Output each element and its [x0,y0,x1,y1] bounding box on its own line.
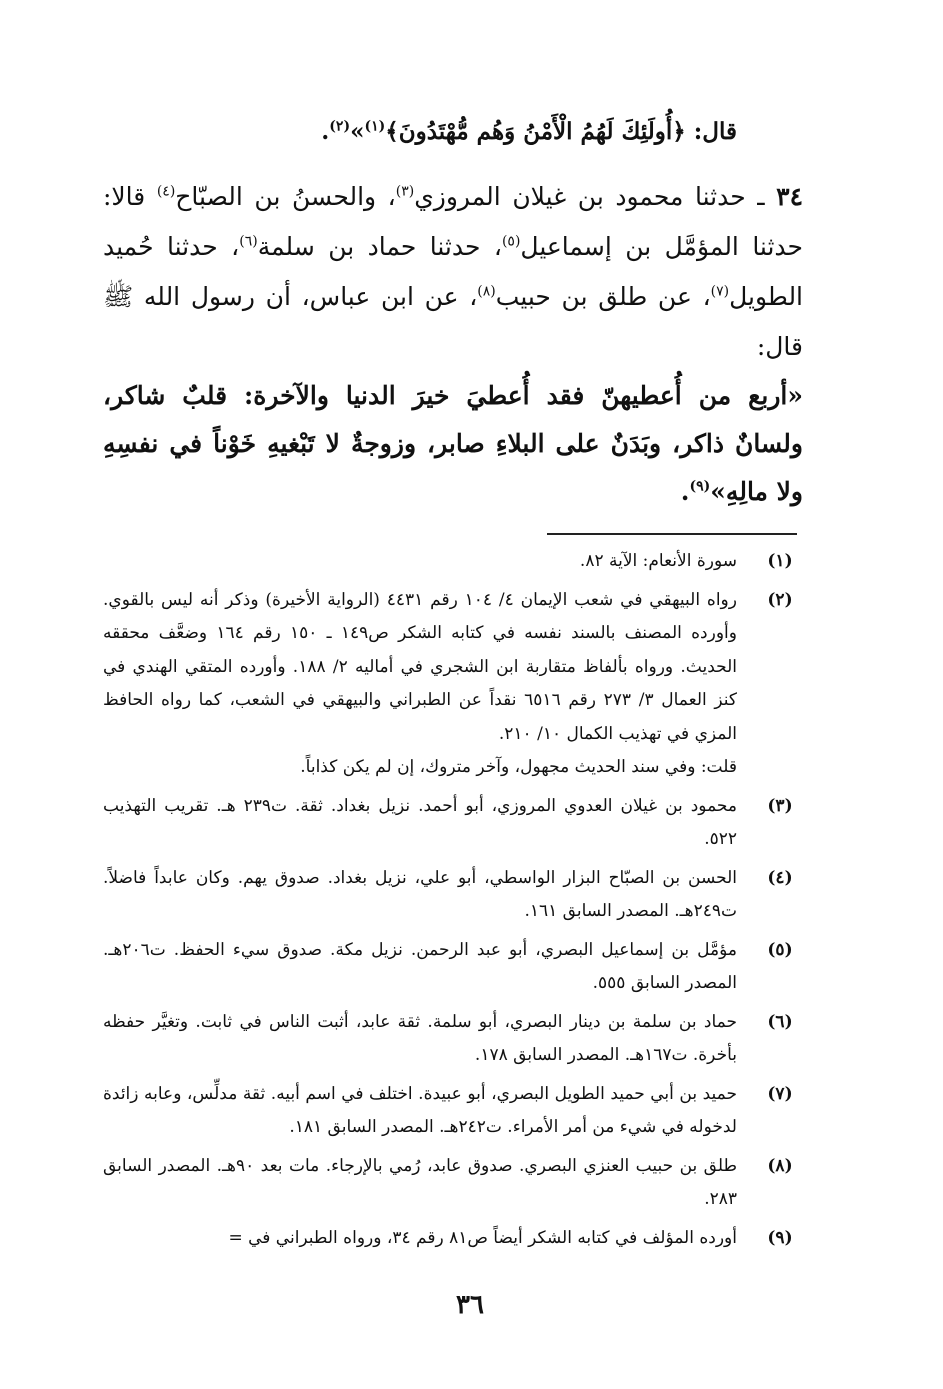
footnote-ref: (٣) [395,183,415,200]
footnote-ref: (٧) [710,283,730,300]
footnote-number: (٦) [767,1011,793,1032]
page-number: ٣٦ [456,1290,484,1320]
footnote-number: (٣) [767,795,793,816]
footnote-text: قلت: وفي سند الحديث مجهول، وآخر متروك، إن لم يكن كذاباً. [300,757,737,777]
matn-text: «أربع من أُعطيهنّ فقد أُعطيَ خيرَ الدنيا والآخرة: قلبٌ شاكر، ولسانٌ ذاكر، وبَدَنٌ على البلاءِ صابر، وزوجةٌ لا تَبْغيهِ خَوْناً في نفسِهِ ولا مالِهِ» [103,381,803,506]
isnad-segment: ، حدثنا حُميد الطويل [103,232,804,311]
footnote-ref: (٤) [156,183,176,200]
footnote-separator [547,533,797,535]
hadith-isnad [103,172,803,372]
quran-citation-line [177,112,737,152]
footnote [103,862,803,929]
closing-quote: » [350,118,365,145]
footnote-number: (١) [767,551,793,571]
footnote-ref: (٩) [689,478,711,495]
footnote-text: الحسن بن الصبّاح البزار الواسطي، أبو علي، نزيل بغداد. صدوق يهم. وكان عابداً فاضلاً. ت٢٤٩هـ. المصدر السابق ١٦١. [103,867,737,921]
footnote-ref: (٨) [477,283,496,300]
footnote-ref: (١) [364,118,386,135]
isnad-segment: ، عن ابن عباس، أن رسول الله ﷺ قال: [103,282,803,361]
isnad-segment: ، والحسنُ بن الصبّاح [175,182,396,211]
quran-verse: ﴿أُولَئِكَ لَهُمُ الْأَمْنُ وَهُم مُّهْتَدُونَ﴾ [385,118,686,145]
footnote [103,584,803,785]
footnote-text: محمود بن غيلان العدوي المروزي، أبو أحمد. نزيل بغداد. ثقة. ت٢٣٩ هـ. تقريب التهذيب ٥٢٢. [103,795,737,849]
footnote-text: سورة الأنعام: الآية ٨٢. [579,551,737,571]
footnote-number: (٥) [767,939,793,960]
footnote-text: أورده المؤلف في كتابه الشكر أيضاً ص٨١ رقم ٣٤، ورواه الطبراني في = [228,1227,737,1248]
footnote-ref: (٢) [329,118,351,135]
footnote [103,545,803,579]
footnote-text: مؤمَّل بن إسماعيل البصري، أبو عبد الرحمن. نزيل مكة. صدوق سيء الحفظ. ت٢٠٦هـ. المصدر السابق ٥٥٥. [103,939,737,993]
footnote-text: حميد بن أبي حميد الطويل البصري، أبو عبيدة. اختلف في اسم أبيه. ثقة مدلِّس، وعابه زائدة لدخوله في شيء من أمر الأمراء. ت٢٤٢هـ. المصدر السابق ١٨١. [103,1083,737,1137]
quran-prefix: قال: [685,118,737,145]
footnote-text: رواه البيهقي في شعب الإيمان ٤/ ١٠٤ رقم ٤٤٣١ (الرواية الأخيرة) وذكر أنه ليس بالقوي. وأورده المصنف بالسند نفسه في كتابه الشكر ص١٤٩ ـ ١٥٠ رقم ١٦٤ وضعَّف محققه الحديث. ورواه بألفاظ متقاربة ابن الشجري في أماليه ٢/ ١٨٨. وأورده المتقي الهندي في كنز العمال ٣/ ٢٧٣ رقم ٦٥١٦ نقداً عن الطبراني والبيهقي في الشعب، كما رواه الحافظ المزي في تهذيب الكمال ١٠/ ٢١٠. [103,589,737,744]
footnote-ref: (٥) [501,233,521,250]
isnad-segment: ، عن طلق بن حبيب [495,282,711,311]
footnote [103,790,803,857]
footnote [103,1150,803,1217]
footnote [103,1006,803,1073]
footnote [103,1222,803,1256]
footnote [103,1078,803,1145]
footnote-text: طلق بن حبيب العنزي البصري. صدوق عابد، رُمي بالإرجاء. مات بعد ٩٠هـ. المصدر السابق ٢٨٣. [103,1155,738,1209]
footnote-text: حماد بن سلمة بن دينار البصري، أبو سلمة. ثقة عابد، أثبت الناس في ثابت. وتغيَّر حفظه بأخرة. ت١٦٧هـ. المصدر السابق ١٧٨. [103,1011,737,1065]
footnotes [103,545,803,1260]
footnote-number: (٩) [767,1227,793,1248]
hadith-number: ٣٤ [776,182,804,211]
isnad-segment: ـ حدثنا محمود بن غيلان المروزي [414,182,777,211]
footnote-number: (٤) [767,867,793,888]
sentence-period: . [680,477,690,506]
footnote [103,934,803,1001]
footnote-number: (٨) [767,1155,793,1176]
hadith-matn [103,372,803,516]
isnad-segment: ، حدثنا حماد بن سلمة [257,232,502,261]
isnad-segment: قالا: حدثنا المؤمَّل بن إسماعيل [103,182,804,261]
footnote-number: (٧) [767,1083,793,1104]
footnote-ref: (٦) [239,233,258,250]
sentence-period: . [321,118,330,145]
footnote-number: (٢) [767,589,793,610]
